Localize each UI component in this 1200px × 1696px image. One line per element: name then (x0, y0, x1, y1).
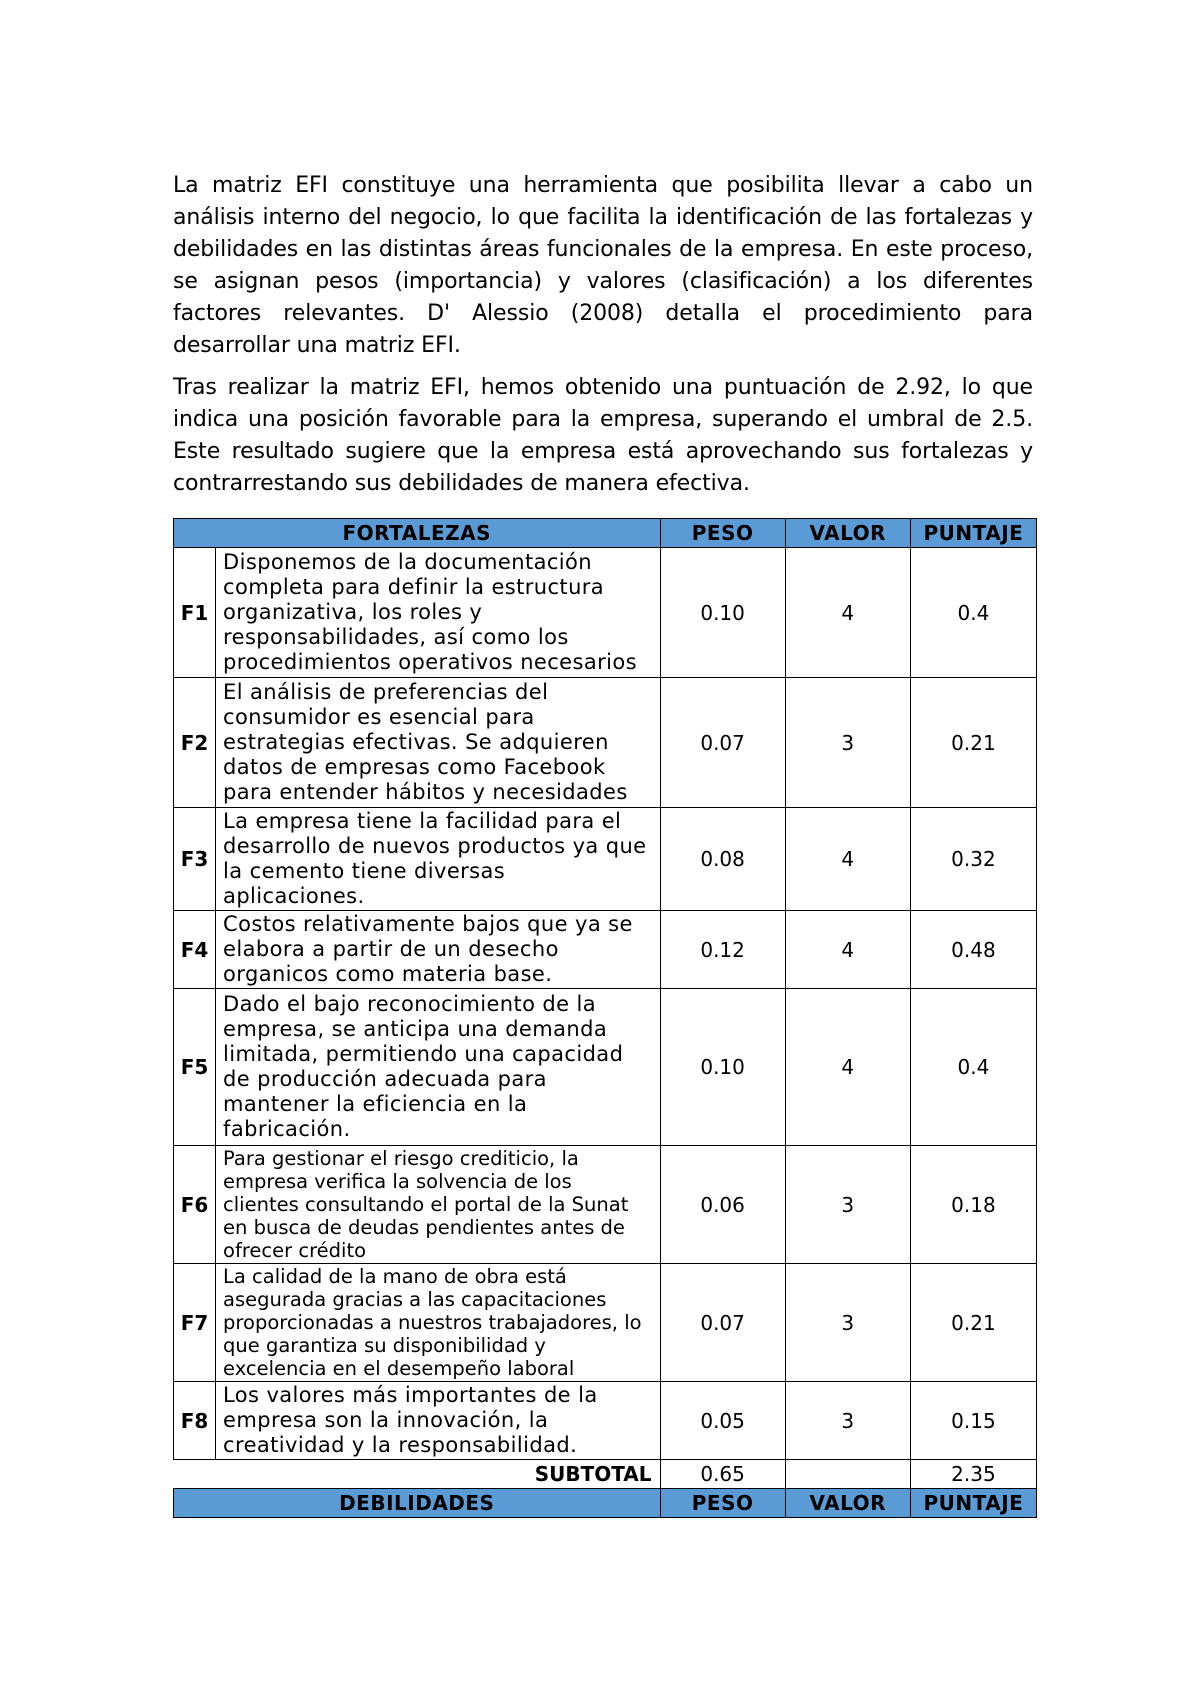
valor-cell: 3 (785, 678, 910, 808)
factor-id: F5 (174, 989, 216, 1146)
valor-cell: 3 (785, 1264, 910, 1382)
table-row (174, 808, 1037, 911)
subtotal-valor (785, 1460, 910, 1489)
factor-description: La calidad de la mano de obra está asegurada gracias a las capacitaciones proporcionadas a nuestros trabajadores, lo que garantiza su disponibilidad y excelencia en el desempeño laboral (216, 1264, 661, 1382)
debilidades-header: DEBILIDADES (174, 1489, 661, 1518)
table-row (174, 678, 1037, 808)
fortalezas-header: FORTALEZAS (174, 519, 661, 548)
subtotal-peso: 0.65 (660, 1460, 785, 1489)
peso-cell: 0.05 (660, 1382, 785, 1460)
table-row (174, 911, 1037, 989)
factor-id: F8 (174, 1382, 216, 1460)
factor-id: F2 (174, 678, 216, 808)
factor-id: F7 (174, 1264, 216, 1382)
puntaje-cell: 0.32 (910, 808, 1036, 911)
peso-header: PESO (660, 1489, 785, 1518)
result-paragraph: Tras realizar la matriz EFI, hemos obtenido una puntuación de 2.92, lo que indica una posición favorable para la empresa, superando el umbral de 2.5. Este resultado sugiere que la empresa está aprovechando sus fortalezas y contrarrestando sus debilidades de manera efectiva. (173, 375, 1033, 496)
table-row (174, 548, 1037, 678)
puntaje-cell: 0.21 (910, 1264, 1036, 1382)
factor-id: F3 (174, 808, 216, 911)
peso-cell: 0.10 (660, 989, 785, 1146)
puntaje-cell: 0.4 (910, 548, 1036, 678)
factor-id: F1 (174, 548, 216, 678)
factor-id: F6 (174, 1146, 216, 1264)
table-row (174, 1264, 1037, 1382)
factor-description: Los valores más importantes de la empresa son la innovación, la creatividad y la responsabilidad. (216, 1382, 661, 1460)
valor-cell: 4 (785, 548, 910, 678)
factor-description: Para gestionar el riesgo crediticio, la empresa verifica la solvencia de los clientes consultando el portal de la Sunat en busca de deudas pendientes antes de ofrecer crédito (216, 1146, 661, 1264)
peso-cell: 0.12 (660, 911, 785, 989)
puntaje-header: PUNTAJE (910, 1489, 1036, 1518)
peso-cell: 0.08 (660, 808, 785, 911)
peso-cell: 0.10 (660, 548, 785, 678)
intro-paragraph: La matriz EFI constituye una herramienta que posibilita llevar a cabo un análisis interno del negocio, lo que facilita la identificación de las fortalezas y debilidades en las distintas áreas funcionales de la empresa. En este proceso, se asignan pesos (importancia) y valores (clasificación) a los diferentes factores relevantes. D' Alessio (2008) detalla el procedimiento para desarrollar una matriz EFI. (173, 173, 1033, 358)
puntaje-cell: 0.15 (910, 1382, 1036, 1460)
factor-description: Costos relativamente bajos que ya se elabora a partir de un desecho organicos como materia base. (216, 911, 661, 989)
table-row (174, 989, 1037, 1146)
subtotal-puntaje: 2.35 (910, 1460, 1036, 1489)
peso-cell: 0.07 (660, 1264, 785, 1382)
valor-cell: 3 (785, 1382, 910, 1460)
table-row (174, 1382, 1037, 1460)
valor-header: VALOR (785, 1489, 910, 1518)
efi-matrix-table (173, 518, 1037, 1518)
factor-id: F4 (174, 911, 216, 989)
puntaje-header: PUNTAJE (910, 519, 1036, 548)
peso-cell: 0.07 (660, 678, 785, 808)
valor-cell: 4 (785, 911, 910, 989)
puntaje-cell: 0.18 (910, 1146, 1036, 1264)
fortalezas-header-row (174, 519, 1037, 548)
valor-cell: 3 (785, 1146, 910, 1264)
subtotal-label: SUBTOTAL (216, 1460, 661, 1489)
valor-cell: 4 (785, 808, 910, 911)
document-page (173, 170, 1033, 1518)
factor-description: La empresa tiene la facilidad para el desarrollo de nuevos productos ya que la cemento tiene diversas aplicaciones. (216, 808, 661, 911)
valor-cell: 4 (785, 989, 910, 1146)
puntaje-cell: 0.4 (910, 989, 1036, 1146)
factor-description: El análisis de preferencias del consumidor es esencial para estrategias efectivas. Se adquieren datos de empresas como Facebook para entender hábitos y necesidades (216, 678, 661, 808)
table-row (174, 1146, 1037, 1264)
puntaje-cell: 0.48 (910, 911, 1036, 989)
puntaje-cell: 0.21 (910, 678, 1036, 808)
factor-description: Disponemos de la documentación completa para definir la estructura organizativa, los roles y responsabilidades, así como los procedimientos operativos necesarios (216, 548, 661, 678)
peso-header: PESO (660, 519, 785, 548)
valor-header: VALOR (785, 519, 910, 548)
subtotal-row (174, 1460, 1037, 1489)
subtotal-spacer (174, 1460, 216, 1489)
factor-description: Dado el bajo reconocimiento de la empresa, se anticipa una demanda limitada, permitiendo una capacidad de producción adecuada para mantener la eficiencia en la fabricación. (216, 989, 661, 1146)
debilidades-header-row (174, 1489, 1037, 1518)
peso-cell: 0.06 (660, 1146, 785, 1264)
